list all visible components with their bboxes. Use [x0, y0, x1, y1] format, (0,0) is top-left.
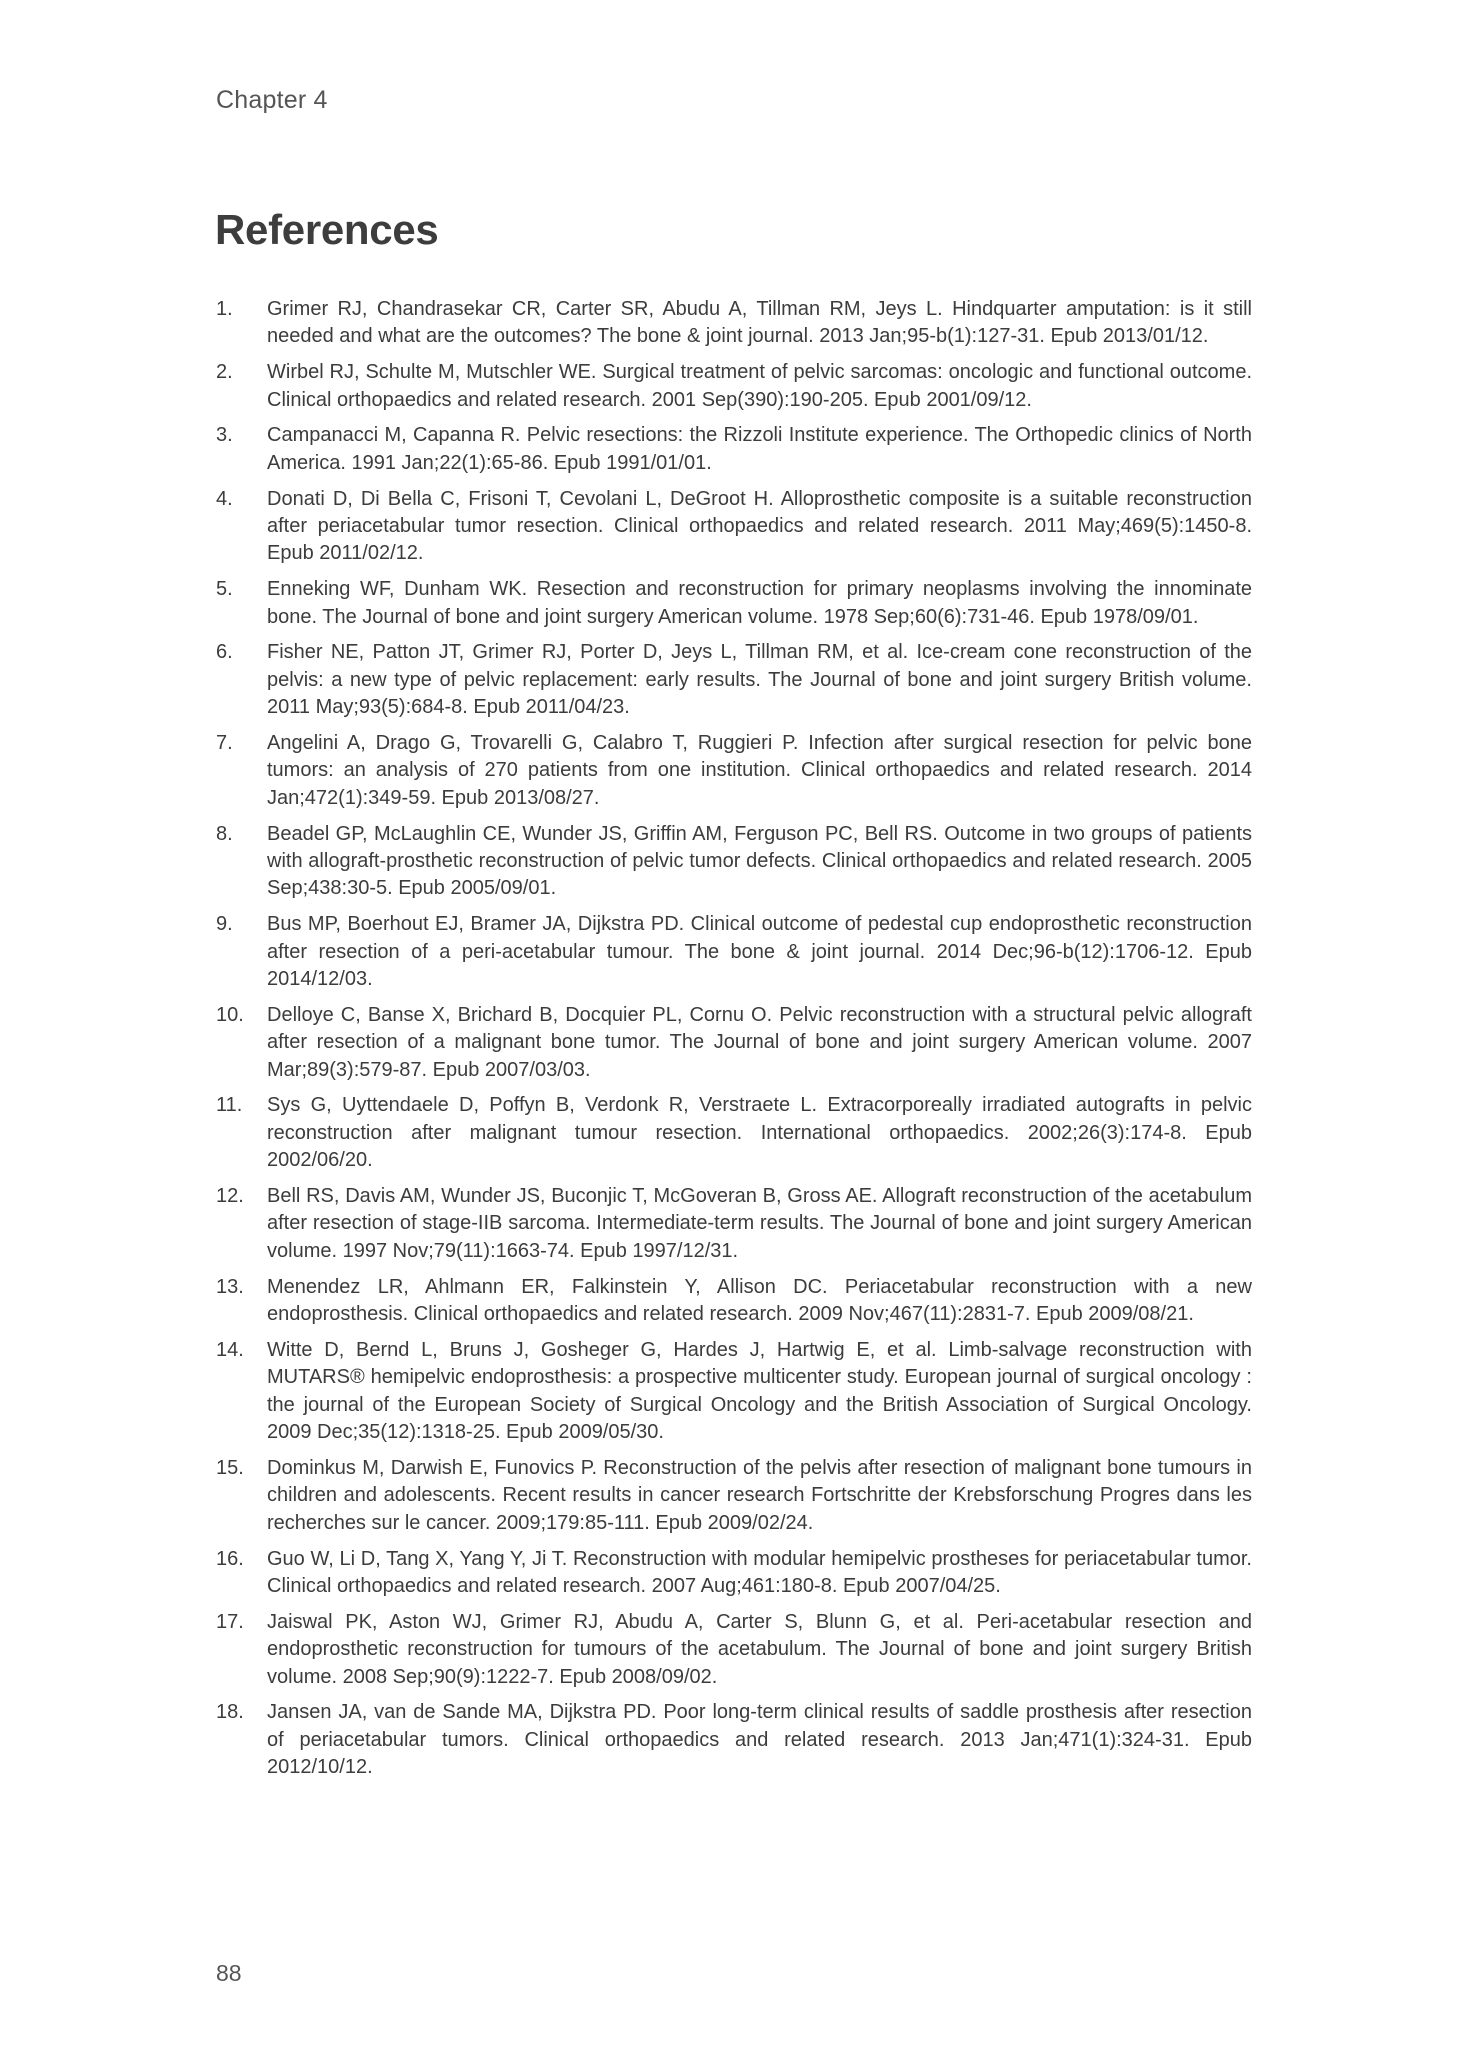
reference-text: Fisher NE, Patton JT, Grimer RJ, Porter D, Jeys L, Tillman RM, et al. Ice-cream cone reconstruction of the pelvis: a new type of pelvic replacement: early results. The Journal of bone and joint surgery British volume. 2011 May;93(5):684-8. Epub 2011/04/23. [267, 641, 1252, 719]
reference-item [216, 1546, 1252, 1601]
reference-text: Sys G, Uyttendaele D, Poffyn B, Verdonk R, Verstraete L. Extracorporeally irradiated autografts in pelvic reconstruction after malignant tumour resection. International orthopaedics. 2002;26(3):174-8. Epub 2002/06/20. [267, 1094, 1252, 1172]
reference-number: 16. [216, 1547, 244, 1570]
reference-text: Witte D, Bernd L, Bruns J, Gosheger G, Hardes J, Hartwig E, et al. Limb-salvage reconstruction with MUTARS® hemipelvic endoprosthesis: a prospective multicenter study. European journal of surgical oncology : the journal of the European Society of Surgical Oncology and the British Association of Surgical Oncology. 2009 Dec;35(12):1318-25. Epub 2009/05/30. [267, 1338, 1252, 1444]
reference-number: 17. [216, 1610, 244, 1633]
reference-text: Jaiswal PK, Aston WJ, Grimer RJ, Abudu A, Carter S, Blunn G, et al. Peri-acetabular resection and endoprosthetic reconstruction for tumours of the acetabulum. The Journal of bone and joint surgery British volume. 2008 Sep;90(9):1222-7. Epub 2008/09/02. [267, 1610, 1252, 1688]
section-title: References [215, 206, 439, 253]
reference-number: 14. [216, 1338, 244, 1361]
reference-text: Campanacci M, Capanna R. Pelvic resections: the Rizzoli Institute experience. The Orthopedic clinics of North America. 1991 Jan;22(1):65-86. Epub 1991/01/01. [267, 424, 1252, 474]
running-head: Chapter 4 [216, 86, 328, 114]
reference-item [216, 639, 1252, 721]
reference-text: Delloye C, Banse X, Brichard B, Docquier PL, Cornu O. Pelvic reconstruction with a structural pelvic allograft after resection of a malignant bone tumor. The Journal of bone and joint surgery American volume. 2007 Mar;89(3):579-87. Epub 2007/03/03. [267, 1003, 1252, 1081]
reference-item [216, 1455, 1252, 1537]
reference-item [216, 486, 1252, 568]
reference-item [216, 1609, 1252, 1691]
reference-item [216, 359, 1252, 414]
reference-number: 4. [216, 487, 233, 510]
reference-text: Dominkus M, Darwish E, Funovics P. Reconstruction of the pelvis after resection of malignant bone tumours in children and adolescents. Recent results in cancer research Fortschritte der Krebsforschung Progres dans les recherches sur le cancer. 2009;179:85-111. Epub 2009/02/24. [267, 1456, 1252, 1534]
reference-item [216, 911, 1252, 993]
reference-text: Angelini A, Drago G, Trovarelli G, Calabro T, Ruggieri P. Infection after surgical resection for pelvic bone tumors: an analysis of 270 patients from one institution. Clinical orthopaedics and related research. 2014 Jan;472(1):349-59. Epub 2013/08/27. [267, 732, 1252, 809]
reference-item [216, 1337, 1252, 1447]
reference-number: 8. [216, 822, 233, 845]
reference-item [216, 296, 1252, 351]
reference-number: 3. [216, 424, 233, 447]
reference-number: 12. [216, 1185, 244, 1208]
reference-text: Menendez LR, Ahlmann ER, Falkinstein Y, Allison DC. Periacetabular reconstruction with a new endoprosthesis. Clinical orthopaedics and related research. 2009 Nov;467(11):2831-7. Epub 2009/08/21. [267, 1275, 1252, 1326]
reference-number: 11. [216, 1094, 243, 1117]
reference-item [216, 1274, 1252, 1329]
reference-text: Bell RS, Davis AM, Wunder JS, Buconjic T, McGoveran B, Gross AE. Allograft reconstruction of the acetabulum after resection of stage-IIB sarcoma. Intermediate-term results. The Journal of bone and joint surgery American volume. 1997 Nov;79(11):1663-74. Epub 1997/12/31. [267, 1185, 1252, 1262]
reference-text: Enneking WF, Dunham WK. Resection and reconstruction for primary neoplasms involving the innominate bone. The Journal of bone and joint surgery American volume. 1978 Sep;60(6):731-46. Epub 1978/09/01. [267, 578, 1252, 628]
reference-item [216, 1002, 1252, 1084]
reference-number: 10. [216, 1003, 244, 1026]
reference-number: 2. [216, 361, 233, 384]
reference-item [216, 1092, 1252, 1174]
reference-list [216, 296, 1252, 1790]
reference-text: Donati D, Di Bella C, Frisoni T, Cevolani L, DeGroot H. Alloprosthetic composite is a suitable reconstruction after periacetabular tumor resection. Clinical orthopaedics and related research. 2011 May;469(5):1450-8. Epub 2011/02/12. [267, 487, 1252, 565]
reference-number: 1. [216, 298, 233, 320]
reference-number: 6. [216, 641, 233, 664]
reference-item [216, 1699, 1252, 1781]
reference-number: 7. [216, 732, 233, 755]
reference-item [216, 576, 1252, 631]
reference-text: Bus MP, Boerhout EJ, Bramer JA, Dijkstra PD. Clinical outcome of pedestal cup endoprosthetic reconstruction after resection of a peri-acetabular tumour. The bone & joint journal. 2014 Dec;96-b(12):1706-12. Epub 2014/12/03. [267, 913, 1252, 991]
reference-number: 13. [216, 1275, 244, 1298]
page-number: 88 [216, 1960, 242, 1986]
reference-text: Guo W, Li D, Tang X, Yang Y, Ji T. Reconstruction with modular hemipelvic prostheses for periacetabular tumor. Clinical orthopaedics and related research. 2007 Aug;461:180-8. Epub 2007/04/25. [267, 1547, 1252, 1597]
reference-item [216, 1183, 1252, 1265]
reference-item [216, 821, 1252, 903]
reference-number: 18. [216, 1701, 244, 1724]
reference-number: 9. [216, 913, 233, 936]
reference-item [216, 422, 1252, 477]
reference-text: Grimer RJ, Chandrasekar CR, Carter SR, Abudu A, Tillman RM, Jeys L. Hindquarter amputation: is it still needed and what are the outcomes? The bone & joint journal. 2013 Jan;95-b(1):127-31. Epub 2013/01/12. [267, 298, 1252, 348]
reference-text: Beadel GP, McLaughlin CE, Wunder JS, Griffin AM, Ferguson PC, Bell RS. Outcome in two groups of patients with allograft-prosthetic reconstruction of pelvic tumor defects. Clinical orthopaedics and related research. 2005 Sep;438:30-5. Epub 2005/09/01. [267, 822, 1252, 900]
reference-number: 15. [216, 1456, 244, 1479]
reference-text: Jansen JA, van de Sande MA, Dijkstra PD. Poor long-term clinical results of saddle prosthesis after resection of periacetabular tumors. Clinical orthopaedics and related research. 2013 Jan;471(1):324-31. Epub 2012/10/12. [267, 1701, 1252, 1779]
reference-text: Wirbel RJ, Schulte M, Mutschler WE. Surgical treatment of pelvic sarcomas: oncologic and functional outcome. Clinical orthopaedics and related research. 2001 Sep(390):190-205. Epub 2001/09/12. [267, 361, 1252, 411]
reference-number: 5. [216, 578, 233, 601]
reference-item [216, 730, 1252, 812]
